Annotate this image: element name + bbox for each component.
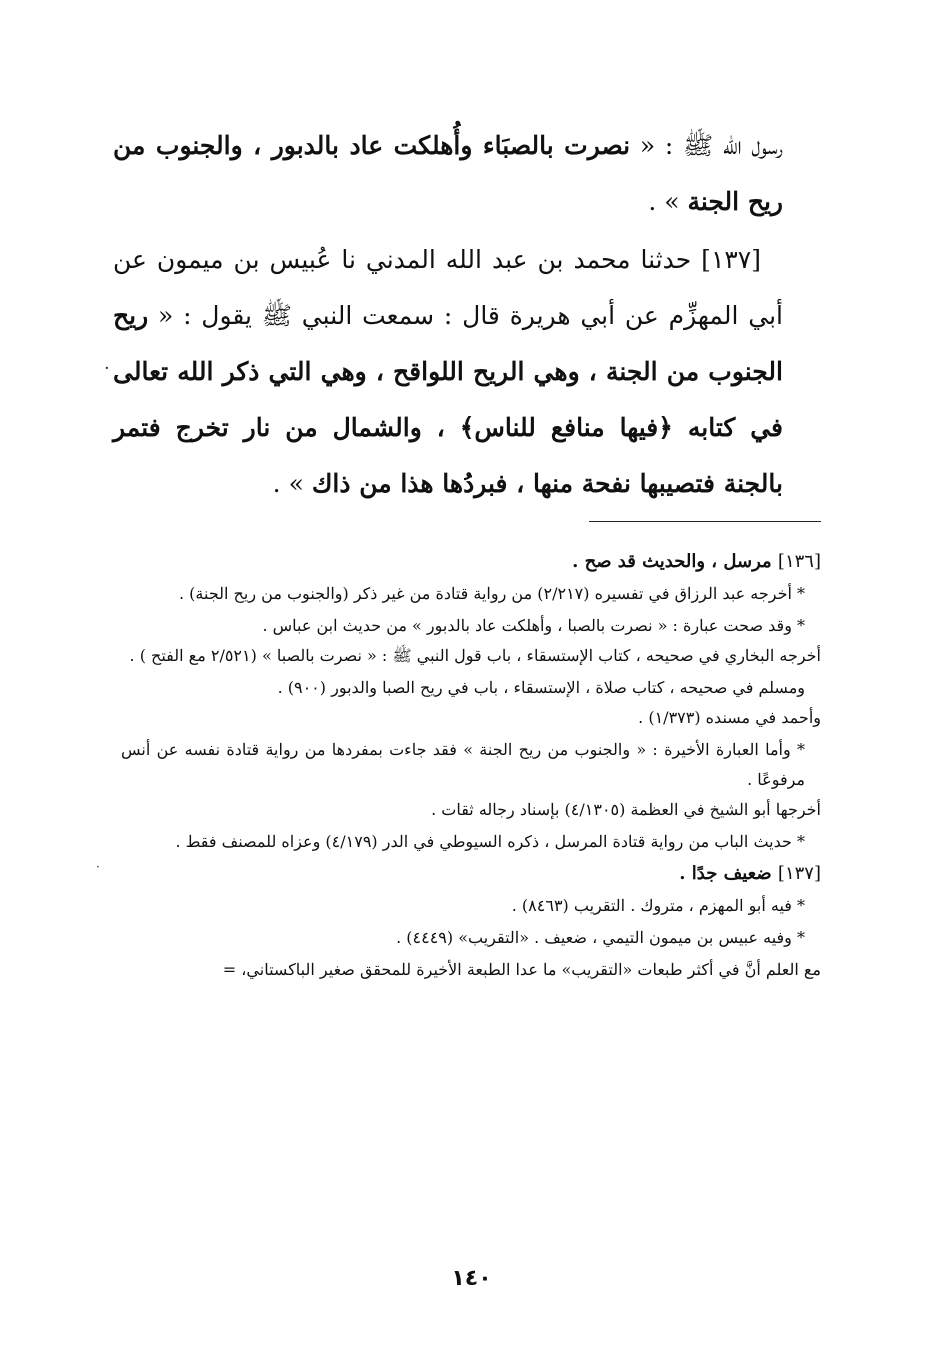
footnote-separator: [589, 521, 821, 522]
footnote-137-line: مع العلم أنَّ في أكثر طبعات «التقريب» ما عدا الطبعة الأخيرة للمحقق صغير الباكستاني، =: [222, 960, 821, 979]
hadith-136-quote: نصرت بالصبَاء وأُهلكت عاد بالدبور ، والجنوب من ريح الجنة: [113, 131, 783, 216]
hadith-137: [113, 232, 783, 512]
footnote-136-line: أخرجها أبو الشيخ في العظمة (٤/١٣٠٥) بإسناد رجاله ثقات .: [431, 800, 821, 819]
hadith-137-close: » .: [272, 469, 312, 498]
hadith-136-intro: رسول الله ﷺ : «: [630, 131, 784, 160]
footnote-136-line: ومسلم في صحيحه ، كتاب صلاة ، الإستسقاء ، باب في ريح الصبا والدبور (٩٠٠) .: [277, 678, 805, 697]
page-number: ١٤٠: [451, 1266, 492, 1291]
footnote-137-grade: ضعيف جدًا .: [679, 863, 778, 884]
hadith-137-quote: ريح الجنوب من الجنة ، وهي الريح اللواقح ، وهي التي ذكر الله تعالى في كتابه ﴿فيها منافع للناس﴾ ، والشمال من نار تخرج فتمر بالجنة فتصيبها نفحة منها ، فبردُها هذا من ذاك: [113, 301, 783, 498]
main-text: [113, 118, 783, 512]
footnote-137-line: * وفيه عبيس بن ميمون التيمي ، ضعيف . «التقريب» (٤٤٤٩) .: [396, 928, 805, 947]
footnote-136-line: أخرجه البخاري في صحيحه ، كتاب الإستسقاء ، باب قول النبي ﷺ : « نصرت بالصبا » (٢/٥٢١ مع الفتح ) .: [129, 646, 821, 665]
hadith-136-continuation: [113, 118, 783, 230]
footnote-136-number: [١٣٦]: [777, 551, 821, 572]
hadith-136-close: » .: [648, 187, 688, 216]
footnote-136-line: وأحمد في مسنده (١/٣٧٣) .: [638, 708, 821, 727]
hadith-137-chain: حدثنا محمد بن عبد الله المدني نا عُبيس بن ميمون عن أبي المهزِّم عن أبي هريرة قال : سمعت النبي ﷺ يقول : «: [113, 245, 783, 330]
footnote-136-line: * حديث الباب من رواية قتادة المرسل ، ذكره السيوطي في الدر (٤/١٧٩) وعزاه للمصنف فقط .: [175, 832, 805, 851]
scan-speck: ·: [104, 358, 110, 379]
footnote-136-grade: مرسل ، والحديث قد صح .: [572, 551, 778, 572]
footnote-136-line: * وأما العبارة الأخيرة : « والجنوب من ريح الجنة » فقد جاءت بمفردها من رواية قتادة نفسه عن أنس مرفوعًا .: [121, 740, 805, 789]
scan-speck: ·: [96, 860, 100, 874]
footnote-137-line: * فيه أبو المهزم ، متروك . التقريب (٨٤٦٣) .: [511, 896, 805, 915]
footnote-136-line: * وقد صحت عبارة : « نصرت بالصبا ، وأهلكت عاد بالدبور » من حديث ابن عباس .: [262, 616, 805, 635]
hadith-137-number: [١٣٧]: [701, 245, 761, 274]
footnote-137-number: [١٣٧]: [777, 863, 821, 884]
footnote-136-heading: [121, 545, 821, 579]
footnote-137-heading: [121, 857, 821, 891]
footnotes: [121, 545, 821, 985]
footnote-136-line: * أخرجه عبد الرزاق في تفسيره (٢/٢١٧) من رواية قتادة من غير ذكر (والجنوب من ريح الجنة) .: [179, 584, 805, 603]
